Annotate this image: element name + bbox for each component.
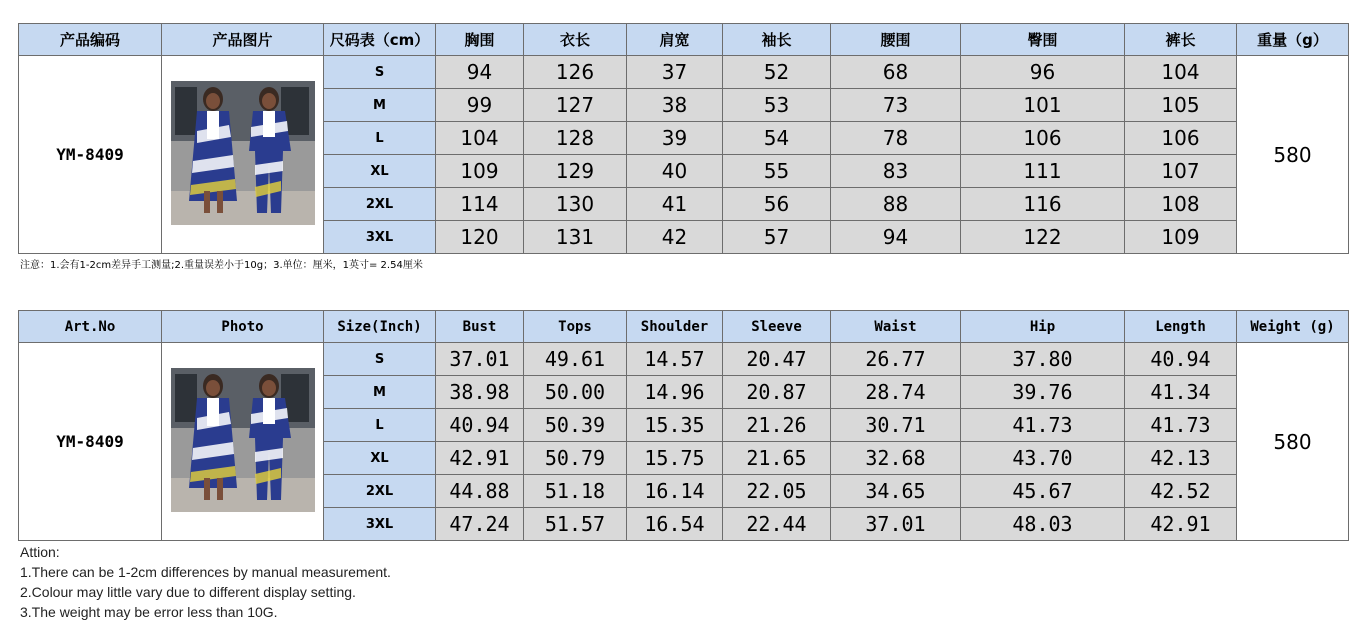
product-photo-icon (171, 368, 315, 516)
product-photo-cell (162, 343, 324, 541)
measurement-cell: 30.71 (831, 409, 961, 442)
measurement-cell: 126 (524, 56, 627, 89)
size-label: 3XL (324, 221, 436, 254)
measurement-cell: 114 (436, 188, 524, 221)
measurement-cell: 42.52 (1125, 475, 1237, 508)
measurement-cell: 78 (831, 122, 961, 155)
weight-value: 580 (1237, 343, 1349, 541)
measurement-cell: 131 (524, 221, 627, 254)
header-cell: 胸围 (436, 24, 524, 56)
header-cell: Length (1125, 311, 1237, 343)
table-row (19, 56, 1349, 89)
measurement-cell: 32.68 (831, 442, 961, 475)
measurement-cell: 22.05 (723, 475, 831, 508)
measurement-cell: 50.79 (524, 442, 627, 475)
measurement-cell: 88 (831, 188, 961, 221)
measurement-cell: 109 (436, 155, 524, 188)
table-body (19, 56, 1349, 254)
size-table-inch (18, 310, 1349, 541)
measurement-cell: 41.73 (1125, 409, 1237, 442)
measurement-cell: 16.54 (627, 508, 723, 541)
measurement-cell: 53 (723, 89, 831, 122)
attention-title: Attion: (20, 544, 60, 560)
measurement-cell: 122 (961, 221, 1125, 254)
measurement-cell: 41.73 (961, 409, 1125, 442)
measurement-cell: 50.00 (524, 376, 627, 409)
size-table-cm (18, 23, 1349, 254)
header-cell: Shoulder (627, 311, 723, 343)
size-label: XL (324, 442, 436, 475)
header-cell: Tops (524, 311, 627, 343)
measurement-cell: 37.80 (961, 343, 1125, 376)
measurement-cell: 127 (524, 89, 627, 122)
measurement-cell: 40.94 (1125, 343, 1237, 376)
attention-line: 1.There can be 1-2cm differences by manual measurement. (20, 564, 391, 580)
measurement-cell: 14.57 (627, 343, 723, 376)
measurement-cell: 50.39 (524, 409, 627, 442)
measurement-cell: 15.75 (627, 442, 723, 475)
measurement-cell: 43.70 (961, 442, 1125, 475)
measurement-cell: 105 (1125, 89, 1237, 122)
size-label: S (324, 56, 436, 89)
measurement-cell: 39.76 (961, 376, 1125, 409)
measurement-cell: 20.87 (723, 376, 831, 409)
product-photo-cell (162, 56, 324, 254)
article-number: YM-8409 (19, 343, 162, 541)
measurement-cell: 52 (723, 56, 831, 89)
header-cell: 肩宽 (627, 24, 723, 56)
measurement-cell: 104 (436, 122, 524, 155)
measurement-cell: 37.01 (831, 508, 961, 541)
header-cell: 产品编码 (19, 24, 162, 56)
measurement-cell: 116 (961, 188, 1125, 221)
measurement-cell: 73 (831, 89, 961, 122)
measurement-cell: 20.47 (723, 343, 831, 376)
measurement-cell: 21.26 (723, 409, 831, 442)
size-label: 3XL (324, 508, 436, 541)
measurement-cell: 42 (627, 221, 723, 254)
measurement-cell: 101 (961, 89, 1125, 122)
measurement-cell: 22.44 (723, 508, 831, 541)
measurement-cell: 106 (961, 122, 1125, 155)
measurement-cell: 108 (1125, 188, 1237, 221)
measurement-cell: 94 (436, 56, 524, 89)
measurement-cell: 129 (524, 155, 627, 188)
measurement-cell: 34.65 (831, 475, 961, 508)
header-cell: Hip (961, 311, 1125, 343)
header-cell: 衣长 (524, 24, 627, 56)
measurement-cell: 120 (436, 221, 524, 254)
header-cell: Size(Inch) (324, 311, 436, 343)
measurement-cell: 40 (627, 155, 723, 188)
header-cell: Bust (436, 311, 524, 343)
size-label: 2XL (324, 188, 436, 221)
measurement-cell: 15.35 (627, 409, 723, 442)
measurement-cell: 104 (1125, 56, 1237, 89)
measurement-cell: 39 (627, 122, 723, 155)
measurement-cell: 83 (831, 155, 961, 188)
table-row (19, 343, 1349, 376)
measurement-cell: 45.67 (961, 475, 1125, 508)
measurement-cell: 37 (627, 56, 723, 89)
size-label: XL (324, 155, 436, 188)
measurement-cell: 111 (961, 155, 1125, 188)
measurement-cell: 99 (436, 89, 524, 122)
measurement-cell: 42.91 (436, 442, 524, 475)
header-cell: 产品图片 (162, 24, 324, 56)
measurement-cell: 106 (1125, 122, 1237, 155)
header-cell: 重量（g） (1237, 24, 1349, 56)
size-label: 2XL (324, 475, 436, 508)
measurement-cell: 28.74 (831, 376, 961, 409)
measurement-cell: 94 (831, 221, 961, 254)
measurement-cell: 55 (723, 155, 831, 188)
header-cell: 臀围 (961, 24, 1125, 56)
measurement-cell: 21.65 (723, 442, 831, 475)
measurement-cell: 96 (961, 56, 1125, 89)
measurement-cell: 128 (524, 122, 627, 155)
header-cell: Photo (162, 311, 324, 343)
size-label: S (324, 343, 436, 376)
measurement-cell: 41 (627, 188, 723, 221)
size-label: L (324, 122, 436, 155)
header-cell: Art.No (19, 311, 162, 343)
measurement-cell: 56 (723, 188, 831, 221)
measurement-cell: 130 (524, 188, 627, 221)
header-cell: 裤长 (1125, 24, 1237, 56)
measurement-cell: 57 (723, 221, 831, 254)
measurement-cell: 68 (831, 56, 961, 89)
measurement-cell: 16.14 (627, 475, 723, 508)
note-text: 注意：1.会有1-2cm差异手工测量;2.重量误差小于10g；3.单位：厘米，1英寸= 2.54厘米 (20, 260, 423, 271)
header-row (19, 311, 1349, 343)
header-cell: Sleeve (723, 311, 831, 343)
measurement-cell: 26.77 (831, 343, 961, 376)
article-number: YM-8409 (19, 56, 162, 254)
measurement-cell: 44.88 (436, 475, 524, 508)
measurement-cell: 38.98 (436, 376, 524, 409)
measurement-cell: 14.96 (627, 376, 723, 409)
measurement-cell: 37.01 (436, 343, 524, 376)
table-body (19, 343, 1349, 541)
header-cell: 腰围 (831, 24, 961, 56)
measurement-cell: 51.18 (524, 475, 627, 508)
product-photo-icon (171, 81, 315, 229)
measurement-cell: 41.34 (1125, 376, 1237, 409)
measurement-cell: 49.61 (524, 343, 627, 376)
measurement-cell: 109 (1125, 221, 1237, 254)
measurement-cell: 47.24 (436, 508, 524, 541)
header-row (19, 24, 1349, 56)
measurement-cell: 42.91 (1125, 508, 1237, 541)
size-label: M (324, 89, 436, 122)
measurement-cell: 40.94 (436, 409, 524, 442)
measurement-cell: 51.57 (524, 508, 627, 541)
header-cell: 尺码表（cm） (324, 24, 436, 56)
size-label: L (324, 409, 436, 442)
attention-line: 2.Colour may little vary due to different display setting. (20, 584, 356, 600)
measurement-cell: 48.03 (961, 508, 1125, 541)
weight-value: 580 (1237, 56, 1349, 254)
measurement-cell: 107 (1125, 155, 1237, 188)
header-cell: 袖长 (723, 24, 831, 56)
measurement-cell: 54 (723, 122, 831, 155)
attention-line: 3.The weight may be error less than 10G. (20, 604, 278, 620)
measurement-cell: 38 (627, 89, 723, 122)
header-cell: Weight (g) (1237, 311, 1349, 343)
size-label: M (324, 376, 436, 409)
attention-notes (20, 542, 391, 622)
header-cell: Waist (831, 311, 961, 343)
measurement-cell: 42.13 (1125, 442, 1237, 475)
